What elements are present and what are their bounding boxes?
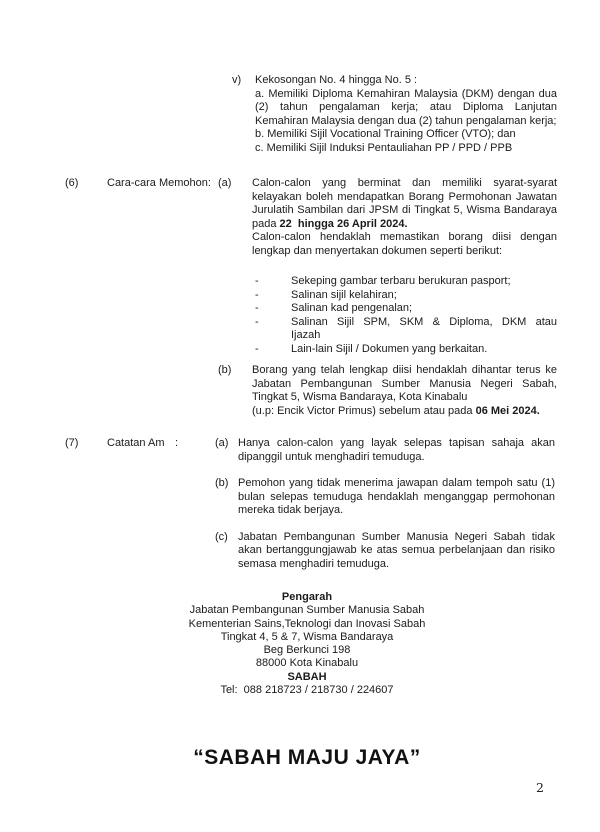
document-requirement: Salinan Sijil SPM, SKM & Diploma, DKM atau Ijazah (291, 315, 557, 341)
required-documents-list (252, 275, 557, 356)
issuer-state: SABAH (287, 670, 327, 683)
deadline-date-bold: 06 Mei 2024. (475, 404, 540, 417)
list-item (252, 275, 557, 289)
item-v-requirement-c: c. Memiliki Sijil Induksi Pentauliahan PP / PPD / PPB (255, 141, 513, 154)
list-item (252, 316, 557, 343)
bullet-dash: - (255, 315, 259, 328)
section7-item-a-text: Hanya calon-calon yang layak selepas tapisan sahaja akan dipanggil untuk menghadiri temuduga. (238, 437, 555, 463)
paragraph-text: Calon-calon yang berminat dan memiliki syarat-syarat kelayakan boleh mendapatkan Borang Permohonan Jawatan Jurulatih Sambilan dari JPSM di Tingkat 5, Wisma Bandaraya pada (252, 177, 557, 230)
section6-item-a-body (252, 177, 557, 356)
item-v-requirement-a: a. Memiliki Diploma Kemahiran Malaysia (DKM) dengan dua (2) tahun pengalaman kerja; atau Diploma Lanjutan Kemahiran Malaysia dengan dua (2) tahun pengalaman kerja; (255, 87, 557, 127)
section6-item-a-paragraph-2: Calon-calon hendaklah memastikan borang diisi dengan lengkap dan menyertakan dokumen seperti berikut: (252, 231, 557, 257)
item-v-content (255, 74, 557, 155)
section7-item-c-row (65, 531, 555, 572)
section6-item-a-row (65, 177, 557, 356)
issuer-department: Jabatan Pembangunan Sumber Manusia Sabah (189, 604, 425, 617)
section6-number: (6) (65, 177, 79, 189)
section7-colon: : (175, 437, 179, 449)
page-number: 2 (536, 780, 544, 795)
section6-label: Cara-cara Memohon: (107, 177, 211, 189)
issuer-telephone: Tel: 088 218723 / 218730 / 224607 (220, 684, 394, 697)
list-item (252, 289, 557, 303)
issuer-po-box: Beg Berkunci 198 (263, 644, 351, 657)
issuer-address-block (7, 591, 600, 697)
section-catatan-am (65, 437, 555, 571)
section7-item-b-text: Pemohon yang tidak menerima jawapan dalam tempoh satu (1) bulan selepas temuduga hendaklah menganggap permohonan mereka tidak berjaya. (238, 477, 555, 516)
section7-label: Catatan Am (107, 437, 165, 449)
section6-item-b-marker: (b) (218, 364, 232, 376)
section7-item-b-row (65, 477, 555, 518)
section7-item-c-text: Jabatan Pembangunan Sumber Manusia Negeri Sabah tidak akan bertanggungjawab ke atas semua perbelanjaan dan risiko semasa menghadiri temuduga. (238, 530, 555, 570)
document-requirement: Sekeping gambar terbaru berukuran pasport; (291, 275, 511, 287)
section6-item-b-row (65, 364, 557, 418)
issuer-title: Pengarah (281, 591, 333, 603)
section7-number: (7) (65, 437, 79, 449)
bullet-dash: - (255, 302, 259, 314)
item-v-requirement-b: b. Memiliki Sijil Vocational Training Officer (VTO); dan (255, 128, 516, 140)
qualification-item-v (232, 74, 557, 155)
section6-item-b-paragraph-1: Borang yang telah lengkap diisi hendaklah dihantar terus ke Jabatan Pembangunan Sumber Manusia Negeri Sabah, Tingkat 5, Wisma Bandaraya, Kota Kinabalu (252, 364, 557, 403)
section7-item-c-marker: (c) (215, 530, 228, 543)
document-requirement: Salinan sijil kelahiran; (291, 288, 397, 301)
item-v-marker: v) (232, 74, 242, 86)
document-requirement: Lain-lain Sijil / Dokumen yang berkaitan. (291, 342, 488, 355)
paragraph-text: (u.p: Encik Victor Primus) sebelum atau pada (252, 404, 476, 417)
list-item (252, 302, 557, 316)
document-requirement: Salinan kad pengenalan; (291, 302, 413, 314)
section-cara-cara-memohon (65, 177, 557, 418)
section7-item-a-row (65, 437, 555, 464)
issuer-city: 88000 Kota Kinabalu (255, 657, 359, 670)
state-motto: “SABAH MAJU JAYA” (193, 746, 421, 769)
section6-item-b-paragraph-2 (252, 405, 557, 419)
issuer-address-line: Tingkat 4, 5 & 7, Wisma Bandaraya (220, 630, 394, 643)
section7-item-b-marker: (b) (215, 477, 229, 489)
bullet-dash: - (255, 288, 259, 301)
application-dates-bold: 22 hingga 26 April 2024. (279, 217, 408, 230)
section6-item-b-body (252, 364, 557, 418)
list-item (252, 343, 557, 357)
section7-item-a-marker: (a) (215, 437, 229, 449)
bullet-dash: - (255, 275, 259, 287)
item-v-title: Kekosongan No. 4 hingga No. 5 : (255, 74, 418, 86)
section6-item-a-paragraph-1 (252, 177, 557, 231)
issuer-ministry: Kementerian Sains,Teknologi dan Inovasi Sabah (188, 617, 426, 630)
section6-item-a-marker: (a) (218, 177, 232, 189)
bullet-dash: - (255, 342, 259, 355)
